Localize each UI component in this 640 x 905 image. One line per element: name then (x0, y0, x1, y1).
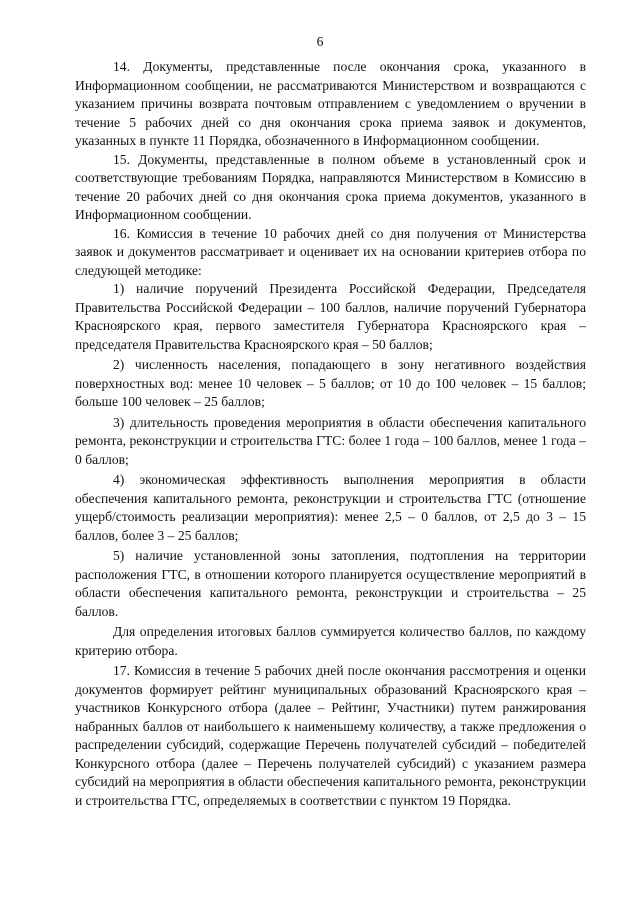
criterion-3: 3) длительность проведения мероприятия в области обеспечения капитального ремонта, реконструкции и строительства ГТС: более 1 года – 100 баллов, менее 1 года – 0 баллов; (75, 414, 586, 467)
criterion-1: 1) наличие поручений Президента Российской Федерации, Председателя Правительства Российской Федерации – 100 баллов, наличие поручений Губернатора Красноярского края, первого заместителя Губернатора Красноярского края – председателя Правительства Красноярского края – 50 баллов; (75, 281, 586, 352)
criterion-4: 4) экономическая эффективность выполнения мероприятия в области обеспечения капитального ремонта, реконструкции и строительства ГТС (отношение ущерб/стоимость реализации мероприятия): менее 2,5 – 0 баллов, от 2,5 до 3 – 15 баллов, более 3 – 25 баллов; (75, 472, 586, 543)
paragraph-16: 16. Комиссия в течение 10 рабочих дней со дня получения от Министерства заявок и документов рассматривает и оценивает их на основании критериев отбора по следующей методике: (75, 225, 586, 278)
paragraph-17: 17. Комиссия в течение 5 рабочих дней после окончания рассмотрения и оценки документов формирует рейтинг муниципальных образований Красноярского края – участников Конкурсного отбора (далее – Рейтинг, Участники) путем ранжирования набранных баллов от наибольшего к наименьшему количеству, а также предложения о распределении субсидий, содержащие Перечень получателей субсидий – победителей Конкурсного отбора (далее – Перечень получателей субсидий) с указанием размера субсидий на мероприятия в области обеспечения капитального ремонта, реконструкции и строительства ГТС, определяемых в соответствии с пунктом 19 Порядка. (75, 663, 586, 808)
paragraph-15: 15. Документы, представленные в полном объеме в установленный срок и соответствующие требованиям Порядка, направляются Министерством в Комиссию в течение 20 рабочих дней со дня окончания срока приема документов, указанного в Информационном сообщении. (75, 151, 586, 222)
criterion-5: 5) наличие установленной зоны затопления, подтопления на территории расположения ГТС, в отношении которого планируется осуществление мероприятий в области обеспечения капитального ремонта, реконструкции и строительства – 25 баллов. (75, 548, 586, 619)
document-body (75, 58, 586, 810)
paragraph-14: 14. Документы, представленные после окончания срока, указанного в Информационном сообщении, не рассматриваются Министерством и возвращаются с указанием причины возврата почтовым отправлением с уведомлением о вручении в течение 5 рабочих дней со дня окончания срока приема заявок и документов, указанных в пункте 11 Порядка, обозначенного в Информационном сообщении. (75, 59, 586, 148)
page-number: 6 (316, 34, 324, 49)
scoring-summary: Для определения итоговых баллов суммируется количество баллов, по каждому критерию отбора. (75, 624, 586, 658)
criterion-2: 2) численность населения, попадающего в зону негативного воздействия поверхностных вод: менее 10 человек – 5 баллов; от 10 до 100 человек – 15 баллов; больше 100 человек – 25 баллов; (75, 357, 586, 409)
